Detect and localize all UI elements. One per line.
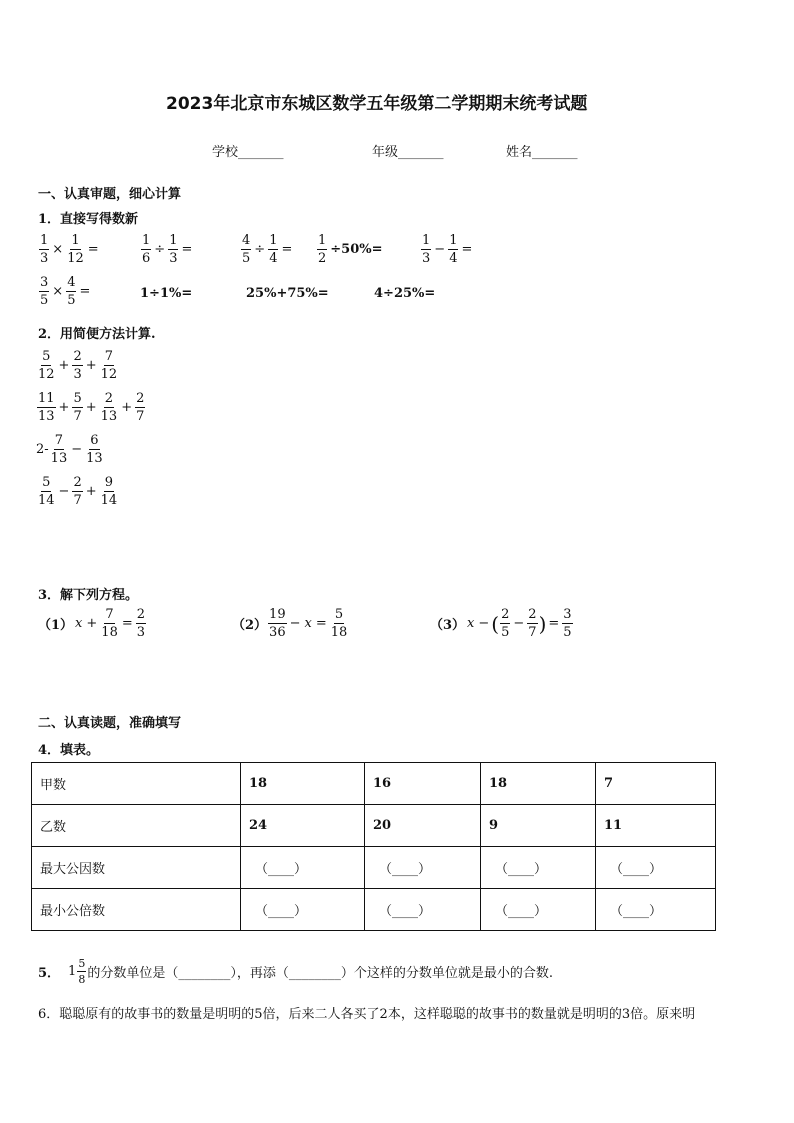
fraction: $\frac{1}{3}$ [169,233,178,266]
fraction: $\frac{7}{18}$ [101,607,118,640]
fraction: $\frac{5}{14}$ [38,475,55,508]
fraction: $\frac{5}{8}$ [78,957,86,986]
table-row [32,763,716,805]
table-cell: 20 [365,805,481,847]
table-row [32,847,716,889]
q6-question: 6．聪聪原有的故事书的数量是明明的5倍，后来二人各买了2本，这样聪聪的故事书的数量就是明明的3倍。原来明 [38,1007,696,1022]
table-cell: 7 [596,763,716,805]
fraction: $\frac{2}{3}$ [136,607,146,640]
fraction: $\frac{2}{13}$ [100,391,118,424]
fraction: $\frac{7}{13}$ [50,433,68,466]
fraction: $\frac{3}{5}$ [40,275,49,308]
fraction: $\frac{11}{13}$ [38,391,55,424]
q2-expr-1: $\frac{5}{12}$ + $\frac{2}{3}$ + $\frac{7}{12}$ [38,349,118,382]
q1-item-6: $\frac{3}{5}$ × $\frac{4}{5}$ = [40,275,91,308]
fraction: $\frac{3}{5}$ [563,607,572,640]
fraction: $\frac{6}{13}$ [86,433,103,466]
fraction: $\frac{9}{14}$ [100,475,118,508]
q4-prompt: 4．填表。 [38,743,100,758]
fraction: $\frac{4}{5}$ [67,275,76,308]
answer-blank[interactable]: （____） [365,847,481,889]
answer-blank[interactable]: （____） [241,889,365,931]
fraction: $\frac{5}{12}$ [38,349,55,382]
q2-expr-4: $\frac{5}{14}$ − $\frac{2}{7}$ + $\frac{9}{14}$ [38,475,118,508]
table-cell: 16 [365,763,481,805]
answer-blank[interactable]: （____） [241,847,365,889]
fraction: $\frac{1}{4}$ [449,233,458,266]
table-row [32,805,716,847]
row-label: 最小公倍数 [32,889,241,931]
section2-heading: 二、认真读题，准确填写 [38,716,182,731]
q1-item-5: $\frac{1}{3}$ − $\frac{1}{4}$ = [422,233,473,266]
grade-field[interactable]: 年级_______ [372,145,444,160]
answer-blank[interactable]: （____） [365,889,481,931]
name-field[interactable]: 姓名_______ [506,145,578,160]
q2-expr-3: 2- $\frac{7}{13}$ − $\frac{6}{13}$ [36,433,103,466]
fraction: $\frac{5}{7}$ [73,391,82,424]
q1-item-9: 4÷25%= [374,286,436,301]
table-cell: 24 [241,805,365,847]
q3-equation-2: （2） $\frac{19}{36}$ − x = $\frac{5}{18}$ [232,607,348,640]
fraction: $\frac{1}{12}$ [67,233,84,266]
table-cell: 9 [481,805,596,847]
fraction: $\frac{5}{18}$ [330,607,348,640]
section1-heading: 一、认真审题，细心计算 [38,187,182,202]
q3-prompt: 3．解下列方程。 [38,588,139,603]
q1-prompt: 1．直接写得数新 [38,212,139,227]
fraction: $\frac{1}{3}$ [422,233,431,266]
fraction: $\frac{2}{7}$ [136,391,145,424]
fraction: $\frac{2}{3}$ [73,349,82,382]
answer-blank[interactable]: （____） [596,889,716,931]
fraction: $\frac{2}{5}$ [501,607,510,640]
fill-table [31,762,716,931]
q1-item-3: $\frac{4}{5}$ ÷ $\frac{1}{4}$ = [242,233,293,266]
q2-prompt: 2．用简便方法计算. [38,327,156,342]
page-title: 2023年北京市东城区数学五年级第二学期期末统考试题 [166,94,588,114]
fraction: $\frac{19}{36}$ [269,607,286,640]
school-field[interactable]: 学校_______ [212,145,284,160]
fraction: $\frac{2}{7}$ [73,475,82,508]
table-cell: 11 [596,805,716,847]
fraction: $\frac{7}{12}$ [100,349,118,382]
table-cell: 18 [241,763,365,805]
q5-question: 5． 1 $\frac{5}{8}$ 的分数单位是（________），再添（________）个这样的分数单位就是最小的合数. [38,957,553,986]
table-row [32,889,716,931]
fraction: $\frac{1}{4}$ [269,233,278,266]
fraction: $\frac{4}{5}$ [242,233,251,266]
q3-equation-1: （1） x + $\frac{7}{18}$ = $\frac{2}{3}$ [38,607,146,640]
q2-expr-2: $\frac{11}{13}$ + $\frac{5}{7}$ + $\frac{2}{13}$ + $\frac{2}{7}$ [38,391,145,424]
q1-item-7: 1÷1%= [140,286,193,301]
fraction: $\frac{1}{3}$ [40,233,49,266]
fraction: $\frac{2}{7}$ [528,607,537,640]
answer-blank[interactable]: （____） [481,889,596,931]
row-label: 甲数 [32,763,241,805]
q1-item-2: $\frac{1}{6}$ ÷ $\frac{1}{3}$ = [142,233,193,266]
q1-item-4: $\frac{1}{2}$ ÷50%= [318,233,383,266]
fraction: $\frac{1}{6}$ [142,233,151,266]
answer-blank[interactable]: （____） [596,847,716,889]
fraction: $\frac{1}{2}$ [318,233,327,266]
row-label: 最大公因数 [32,847,241,889]
q1-item-8: 25%+75%= [246,286,329,301]
q1-item-1: $\frac{1}{3}$ × $\frac{1}{12}$ = [40,233,99,266]
row-label: 乙数 [32,805,241,847]
table-cell: 18 [481,763,596,805]
answer-blank[interactable]: （____） [481,847,596,889]
q3-equation-3: （3） x − ( $\frac{2}{5}$ − $\frac{2}{7}$ ) = $\frac{3}{5}$ [430,607,572,640]
